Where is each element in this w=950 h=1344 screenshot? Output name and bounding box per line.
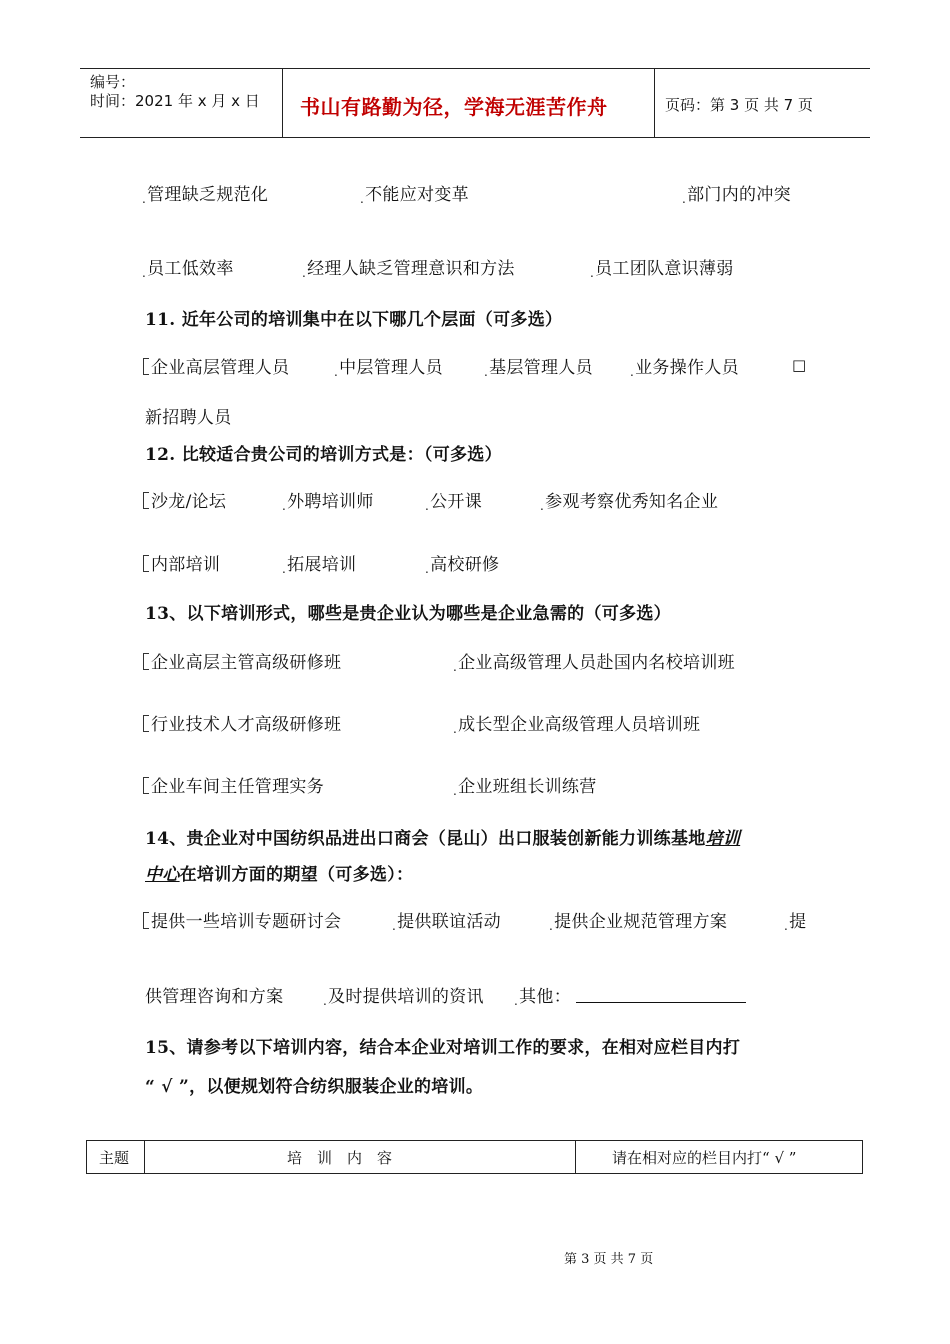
option-marker: . <box>453 784 458 798</box>
option-item[interactable] <box>143 710 341 735</box>
checkbox-icon <box>143 358 149 375</box>
option-marker: . <box>323 994 328 1008</box>
option-label: 管理缺乏规范化 <box>147 185 269 205</box>
option-label: 其他： <box>519 987 572 1007</box>
option-item[interactable] <box>323 982 484 1007</box>
option-item[interactable] <box>334 353 443 378</box>
option-item[interactable] <box>453 772 597 797</box>
checkbox-icon <box>143 715 149 732</box>
question-15-title: 15、请参考以下培训内容，结合本企业对培训工作的要求，在相对应栏目内打 <box>145 1038 741 1058</box>
option-label: 经理人缺乏管理意识和方法 <box>307 259 515 279</box>
training-content-table <box>86 1140 863 1174</box>
option-label: 参观考察优秀知名企业 <box>545 492 719 512</box>
option-label: 成长型企业高级管理人员培训班 <box>458 715 701 735</box>
option-item[interactable] <box>549 907 727 932</box>
option-item[interactable] <box>392 907 501 932</box>
option-marker: . <box>549 919 554 933</box>
option-item[interactable] <box>282 550 356 575</box>
question-13-title: 13、以下培训形式，哪些是贵企业认为哪些是企业急需的（可多选） <box>145 604 671 624</box>
option-label[interactable]: 新招聘人员 <box>145 408 232 428</box>
option-item[interactable] <box>143 353 289 378</box>
option-item[interactable] <box>453 710 700 735</box>
option-label: 行业技术人才高级研修班 <box>151 715 342 735</box>
option-marker: . <box>540 499 545 513</box>
question-14-title <box>145 824 740 849</box>
option-label: 及时提供培训的资讯 <box>328 987 484 1007</box>
header-divider <box>654 69 655 137</box>
option-label[interactable]: 供管理咨询和方案 <box>145 987 284 1007</box>
option-label: 公开课 <box>430 492 483 512</box>
option-label: 员工团队意识薄弱 <box>595 259 734 279</box>
option-marker: . <box>142 192 147 206</box>
table-header-check: 请在相对应的栏目内打“ √ ” <box>612 1149 797 1167</box>
checkbox-icon <box>143 653 149 670</box>
option-label: 企业车间主任管理实务 <box>151 777 324 797</box>
option-item[interactable] <box>142 180 268 205</box>
page-footer: 第 3 页 共 7 页 <box>564 1252 654 1267</box>
option-marker: . <box>302 266 307 280</box>
option-label: 基层管理人员 <box>489 358 593 378</box>
option-label: 员工低效率 <box>147 259 234 279</box>
option-marker: . <box>453 722 458 736</box>
question-14-title-cont <box>145 860 413 885</box>
table-header-topic: 主题 <box>99 1149 130 1167</box>
option-item[interactable] <box>630 353 739 378</box>
question-14-underlined-text: 中心 <box>145 865 180 885</box>
option-label: 高校研修 <box>430 555 500 575</box>
option-label: 提供联谊活动 <box>397 912 501 932</box>
option-label: 内部培训 <box>151 555 221 575</box>
option-item[interactable] <box>425 487 482 512</box>
option-label: 提 <box>789 912 807 932</box>
option-marker: . <box>453 660 458 674</box>
option-item[interactable] <box>425 550 499 575</box>
option-item[interactable] <box>784 907 806 932</box>
question-14-text: 14、贵企业对中国纺织品进出口商会（昆山）出口服装创新能力训练基地 <box>145 829 706 849</box>
option-label: 部门内的冲突 <box>687 185 791 205</box>
option-marker: . <box>425 562 430 576</box>
option-label: 企业班组长训练营 <box>458 777 597 797</box>
option-item[interactable] <box>590 254 734 279</box>
option-label: 提供一些培训专题研讨会 <box>151 912 342 932</box>
option-marker: . <box>282 499 287 513</box>
checkbox-icon[interactable]: □ <box>792 356 807 374</box>
option-item[interactable] <box>360 180 469 205</box>
option-label: 企业高层主管高级研修班 <box>151 653 342 673</box>
checkbox-icon <box>143 777 149 794</box>
option-marker: . <box>392 919 397 933</box>
option-item[interactable] <box>484 353 593 378</box>
option-label: 中层管理人员 <box>339 358 443 378</box>
option-marker: . <box>425 499 430 513</box>
question-12-title: 12. 比较适合贵公司的培训方式是：（可多选） <box>145 445 502 465</box>
option-marker: . <box>142 266 147 280</box>
document-number-label: 编号： <box>90 73 136 91</box>
option-label: 企业高层管理人员 <box>151 358 290 378</box>
option-item[interactable] <box>540 487 718 512</box>
option-marker: . <box>334 365 339 379</box>
other-answer-blank[interactable] <box>576 1002 746 1003</box>
option-item[interactable] <box>143 907 341 932</box>
option-item[interactable] <box>143 772 324 797</box>
option-label: 外聘培训师 <box>287 492 374 512</box>
question-15-title-cont: “ √ ”，以便规划符合纺织服装企业的培训。 <box>145 1077 484 1097</box>
table-divider <box>144 1141 145 1173</box>
option-label: 业务操作人员 <box>635 358 739 378</box>
option-item[interactable] <box>282 487 374 512</box>
option-label: 沙龙/论坛 <box>151 492 227 512</box>
checkbox-icon <box>143 555 149 572</box>
option-item[interactable] <box>143 648 341 673</box>
option-item[interactable] <box>143 550 220 575</box>
option-item[interactable] <box>514 982 571 1007</box>
option-item[interactable] <box>302 254 515 279</box>
option-marker: . <box>630 365 635 379</box>
option-label: 不能应对变革 <box>365 185 469 205</box>
table-header-content: 培 训 内 容 <box>287 1149 393 1167</box>
option-item[interactable] <box>682 180 791 205</box>
question-14-underlined-text: 培训 <box>705 829 741 849</box>
option-item[interactable] <box>142 254 234 279</box>
option-label: 提供企业规范管理方案 <box>554 912 728 932</box>
option-marker: . <box>484 365 489 379</box>
option-marker: . <box>360 192 365 206</box>
checkbox-icon <box>143 492 149 509</box>
table-divider <box>575 1141 576 1173</box>
option-marker: . <box>784 919 789 933</box>
checkbox-icon <box>143 912 149 929</box>
option-marker: . <box>282 562 287 576</box>
header-motto: 书山有路勤为径，学海无涯苦作舟 <box>300 95 608 119</box>
option-item[interactable] <box>143 487 226 512</box>
header-divider <box>282 69 283 137</box>
option-marker: . <box>514 994 519 1008</box>
option-label: 拓展培训 <box>287 555 357 575</box>
option-item[interactable] <box>453 648 735 673</box>
document-date: 时间：2021 年 x 月 x 日 <box>90 92 260 110</box>
question-14-text: 在培训方面的期望（可多选）： <box>179 865 414 885</box>
question-11-title: 11. 近年公司的培训集中在以下哪几个层面（可多选） <box>145 310 563 330</box>
option-label: 企业高级管理人员赴国内名校培训班 <box>458 653 735 673</box>
option-marker: . <box>590 266 595 280</box>
header-page-info: 页码：第 3 页 共 7 页 <box>665 96 813 114</box>
option-marker: . <box>682 192 687 206</box>
